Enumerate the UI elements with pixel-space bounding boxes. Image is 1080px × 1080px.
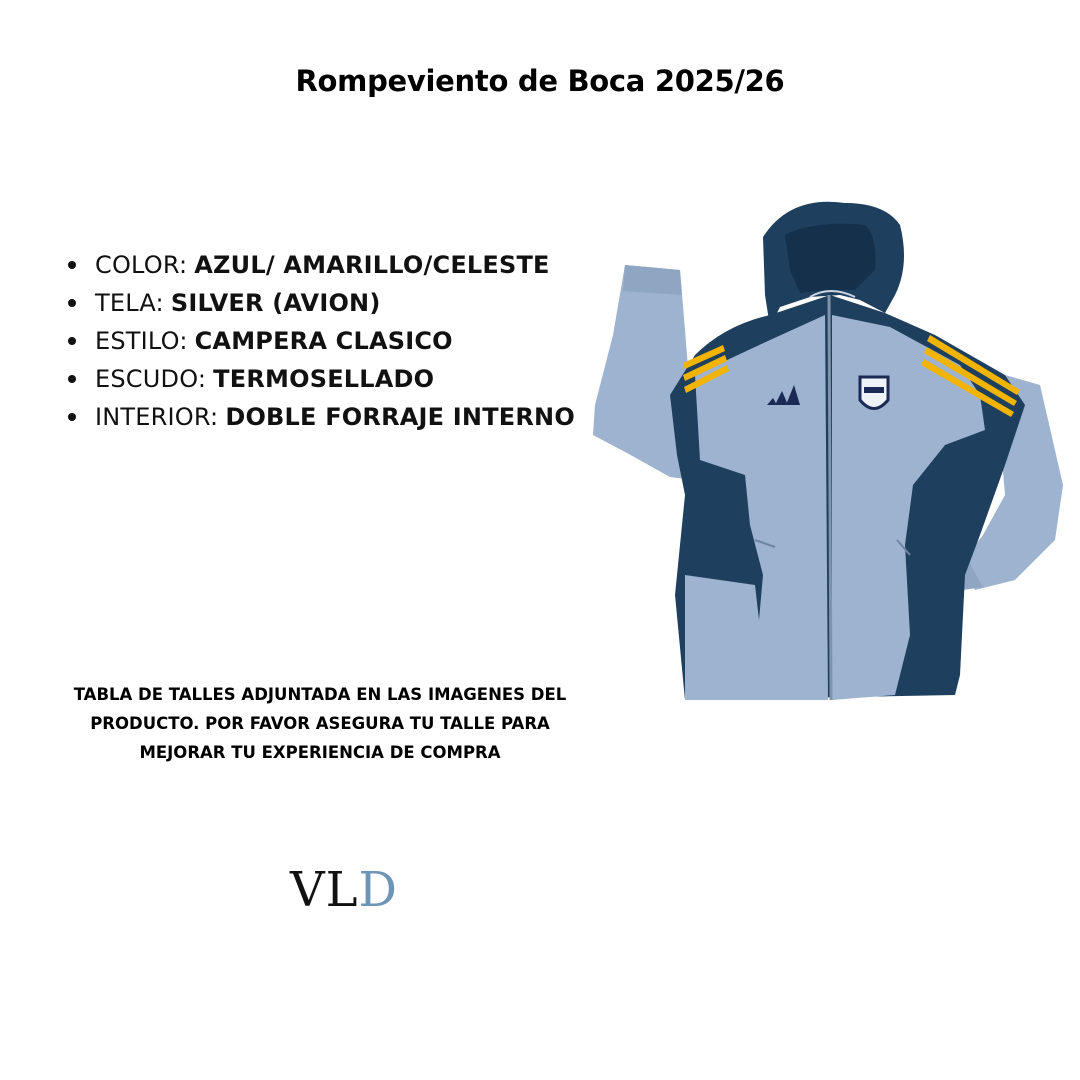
logo-text: VL xyxy=(290,862,359,918)
spec-list xyxy=(68,246,575,436)
bullet-icon xyxy=(68,375,76,383)
notice-line: PRODUCTO. POR FAVOR ASEGURA TU TALLE PARA xyxy=(90,714,550,733)
spec-value: TERMOSELLADO xyxy=(213,365,435,393)
spec-value: AZUL/ AMARILLO/CELESTE xyxy=(194,251,550,279)
notice-line: MEJORAR TU EXPERIENCIA DE COMPRA xyxy=(139,743,501,762)
spec-label: COLOR: xyxy=(95,251,188,279)
jacket-zipper xyxy=(829,295,831,700)
bullet-icon xyxy=(68,261,76,269)
logo-text-accent: D xyxy=(358,862,399,918)
bullet-icon xyxy=(68,413,76,421)
spec-value: SILVER (AVION) xyxy=(170,289,381,317)
spec-value: CAMPERA CLASICO xyxy=(194,327,453,355)
notice-line: TABLA DE TALLES ADJUNTADA EN LAS IMAGENES DEL xyxy=(73,685,567,704)
spec-label: ESCUDO: xyxy=(95,365,207,393)
bullet-icon xyxy=(68,337,76,345)
size-chart-notice xyxy=(30,680,610,767)
spec-item-color xyxy=(68,246,575,284)
spec-item-tela xyxy=(68,284,575,322)
spec-item-escudo xyxy=(68,360,575,398)
jacket-image xyxy=(585,195,1070,710)
page-title: Rompeviento de Boca 2025/26 xyxy=(295,64,785,98)
spec-value: DOBLE FORRAJE INTERNO xyxy=(225,403,575,431)
bullet-icon xyxy=(68,299,76,307)
spec-item-estilo xyxy=(68,322,575,360)
jacket-hood-inner xyxy=(785,224,875,293)
spec-label: ESTILO: xyxy=(95,327,188,355)
jacket-left-cuff xyxy=(623,265,682,295)
spec-label: TELA: xyxy=(95,289,164,317)
spec-label: INTERIOR: xyxy=(95,403,219,431)
club-crest-icon xyxy=(860,377,888,409)
brand-logo xyxy=(290,862,398,918)
spec-item-interior xyxy=(68,398,575,436)
